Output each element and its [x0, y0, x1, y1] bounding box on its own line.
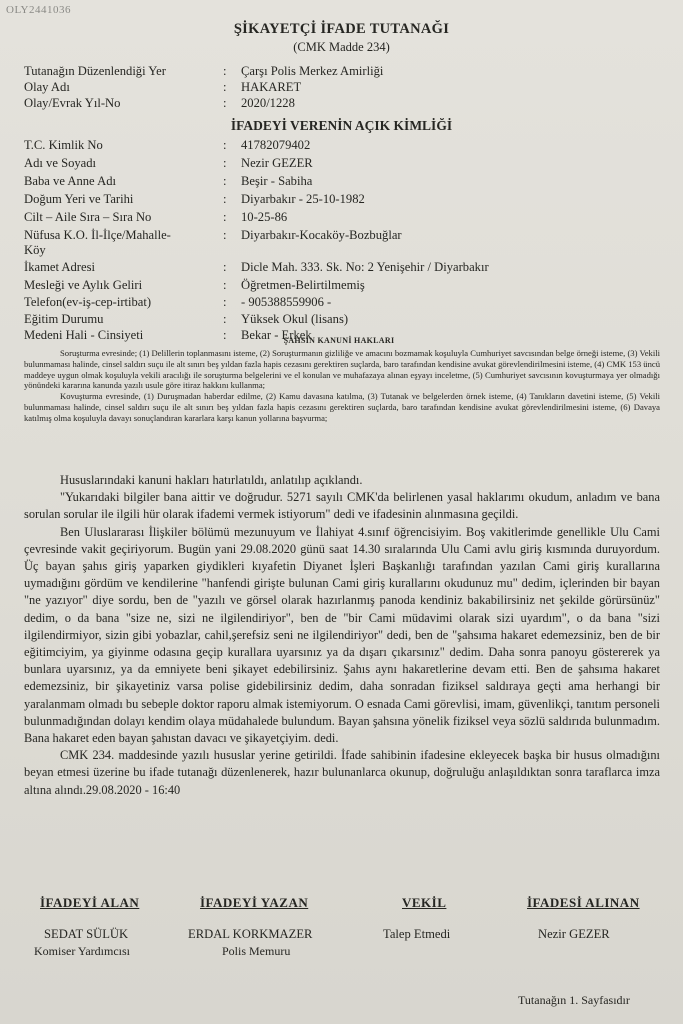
field-colon: :: [223, 156, 227, 170]
signature-heading-receiver: İFADEYİ ALAN: [40, 895, 140, 910]
rights-paragraph-prosecution: Kovuşturma evresinde, (1) Duruşmadan haberdar edilme, (2) Kamu davasına katılma, (3) Tutanak ve belgelerden örnek isteme, (4) Tanıkların davetini isteme, (5) Vekili bulunmaması halinde, cinsel saldırı suçu ile alt sınırı beş yıldan fazla hapis cezasını gerektiren suçlarda, baro tarafından kendisine avukat görevlendirilmesini isteme, (6) Davaya katılmış olma koşuluyla davayı sonuçlandıran kararlara karşı kanun yollarına başvurma;: [24, 391, 660, 423]
signature-name-receiver: SEDAT SÜLÜK: [44, 927, 129, 941]
rights-paragraph-investigation: Soruşturma evresinde; (1) Delillerin toplanmasını isteme, (2) Soruşturmanın gizliliğe ve amacını bozmamak koşuluyla Cumhuriyet savcısından belge örneği isteme, (3) Vekili bulunmaması halinde, cinsel saldırı suçu ile alt sınırı beş yıldan fazla hapis cezasını gerektiren suçlarda, baro tarafından kendisine avukat görevlendirilmesini isteme, (4) CMK 153 üncü maddeye uygun olmak koşuluyla vekili aracılığı ile soruşturma belgelerini ve el konulan ve muhafazaya alınan eşyayı inceletme, (5) Cumhuriyet savcısının kovuşturmaya yer olmadığı yönündeki kararına kanunda yazılı usule göre itiraz hakkını kullanma;: [24, 348, 660, 391]
field-value: Nezir GEZER: [241, 156, 313, 170]
field-value: 2020/1228: [241, 96, 295, 110]
signature-title-writer: Polis Memuru: [222, 944, 291, 958]
field-colon: :: [223, 210, 227, 224]
field-label: Tutanağın Düzenlendiği Yer: [24, 64, 166, 78]
body-paragraph: Hususlarındaki kanuni hakları hatırlatıldı, anlatılıp açıklandı.: [60, 473, 363, 487]
field-label: Mesleği ve Aylık Geliri: [24, 278, 143, 292]
field-colon: :: [223, 260, 227, 274]
signature-heading-deponent: İFADESİ ALINAN: [527, 895, 640, 910]
field-value: Çarşı Polis Merkez Amirliği: [241, 64, 384, 78]
body-paragraph: Ben Uluslararası İlişkiler bölümü mezunuyum ve İlahiyat 4.sınıf öğrencisiyim. Boş vakitlerimde genellikle Ulu Cami çevresinde vakit geçiriyorum. Bugün yani 29.08.2020 günü saat 14.30 sıralarında Ulu Cami avlu giriş kısmında duruyordum. Üç bayan şahıs giriş yaparken giydikleri kıyafetin Diyanet İşleri Başkanlığı tarafından yazılan Cami giriş kurallarına uymadığını gördüm ve kendilerine "hanfendi girişte bulunan Cami giriş kurallarını okudunuz mu" dedim, içlerinden bir bayan "ne yazıyor" diye sordu, ben de "yazılı ve görsel olarak hazırlanmış panoda kendiniz bakabilirsiniz net şekilde görürsünüz" dedim, o da bana "size ne, sizi ne ilgilendiriyor", ben de "bir Cami müdavimi olarak sizi uyardım", o da bana "sizi ilgilendirmiyor, sizin gibi yobazlar, cahil,şerefsiz seni ne ilgilendiriyor" dedi, ben de "şahsıma hakaret edemezsiniz, ben de bir eğitimciyim, ya giyinme odasına geçip kurallara uyarsınız ya da dışarı çıkarsınız" dedim. Daha sonra panoyu göstererek ya bunlara uyarsınız, ya da emniyete beni şikayet edebilirsiniz. Şahıs aynı hakaretlerine devam etti. Ben de şahsıma hakaret edemezsiniz, bir şikayetiniz varsa polise gidebilirsiniz dedim, daha sonradan fiziksel saldıraya geçti ama herhangi bir yaralanmam olmadı bu sebeple doktor raporu almak istemiyorum. O esnada Cami görevlisi, imam, güvenlikçi, tanıtım personeli bulunmadığından dolayı kendim olaya müdahalede bulundum. Bayan şahsına yönelik fiziksel veya sözlü saldırıda bulunmadım. Bana hakaret eden bayan şahıstan davacı ve şikayetçiyim. dedi.: [24, 524, 660, 746]
field-colon: :: [223, 80, 227, 94]
field-label: Köy: [24, 243, 46, 257]
field-value: Yüksek Okul (lisans): [241, 312, 349, 326]
field-colon: :: [223, 174, 227, 188]
field-label: Medeni Hali - Cinsiyeti: [24, 328, 144, 342]
field-colon: :: [223, 96, 227, 110]
field-value: Beşir - Sabiha: [241, 174, 313, 188]
rights-block: [24, 348, 660, 424]
body-paragraph: "Yukarıdaki bilgiler bana aittir ve doğrudur. 5271 sayılı CMK'da belirlenen yasal haklarımı okudum, anladım ve bana sorulan sorular ile ilgili hür olarak ifademi vermek istiyorum" dedi ve ifadesinin alınmasına geçildi.: [24, 490, 660, 522]
field-colon: :: [223, 328, 227, 342]
signature-heading-writer: İFADEYİ YAZAN: [200, 895, 309, 910]
field-colon: :: [223, 192, 227, 206]
field-value: 41782079402: [241, 138, 311, 152]
field-colon: :: [223, 295, 227, 309]
field-label: Olay/Evrak Yıl-No: [24, 96, 121, 110]
field-value: Bekar - Erkek: [241, 328, 312, 342]
page-footer: Tutanağın 1. Sayfasıdır: [518, 993, 630, 1007]
document-id: OLY2441036: [6, 4, 72, 16]
signature-name-deponent: Nezir GEZER: [538, 927, 610, 941]
field-value: Diyarbakır-Kocaköy-Bozbuğlar: [241, 228, 402, 242]
field-label: Telefon(ev-iş-cep-irtibat): [24, 295, 152, 309]
field-label: T.C. Kimlik No: [24, 138, 103, 152]
field-value: Öğretmen-Belirtilmemiş: [241, 278, 365, 292]
field-value: Diyarbakır - 25-10-1982: [241, 192, 365, 206]
field-colon: :: [223, 138, 227, 152]
field-label: Baba ve Anne Adı: [24, 174, 116, 188]
body-paragraph: CMK 234. maddesinde yazılı hususlar yerine getirildi. İfade sahibinin ifadesine ekleyecek başka bir husus olmadığını beyan etmesi üzerine bu ifade tutanağı düzenlenerek, hazır bulunanlarca okunup, doğruluğu anlaşıldıktan sonra taraflarca imza altına alındı.29.08.2020 - 16:40: [24, 748, 660, 797]
field-value: - 905388559906 -: [241, 295, 332, 309]
field-colon: :: [223, 312, 227, 326]
field-label: Nüfusa K.O. İl-İlçe/Mahalle-: [24, 228, 171, 242]
rights-section-title: ŞAHSIN KANUNİ HAKLARI: [283, 336, 395, 345]
signature-name-lawyer: Talep Etmedi: [383, 927, 451, 941]
field-value: Dicle Mah. 333. Sk. No: 2 Yenişehir / Diyarbakır: [241, 260, 489, 274]
field-label: Doğum Yeri ve Tarihi: [24, 192, 134, 206]
statement-body: [24, 472, 660, 799]
field-label: Cilt – Aile Sıra – Sıra No: [24, 210, 152, 224]
signature-name-writer: ERDAL KORKMAZER: [188, 927, 313, 941]
field-label: İkamet Adresi: [24, 260, 95, 274]
document-subtitle: (CMK Madde 234): [293, 40, 390, 54]
identity-section-title: İFADEYİ VERENİN AÇIK KİMLİĞİ: [230, 118, 453, 133]
field-label: Eğitim Durumu: [24, 312, 104, 326]
field-value: HAKARET: [241, 80, 302, 94]
field-colon: :: [223, 278, 227, 292]
signature-title-receiver: Komiser Yardımcısı: [34, 944, 130, 958]
field-colon: :: [223, 64, 227, 78]
field-value: 10-25-86: [241, 210, 288, 224]
field-colon: :: [223, 228, 227, 242]
document-title: ŞİKAYETÇİ İFADE TUTANAĞI: [233, 21, 450, 37]
field-label: Adı ve Soyadı: [24, 156, 97, 170]
field-label: Olay Adı: [24, 80, 70, 94]
signature-heading-lawyer: VEKİL: [402, 895, 447, 910]
